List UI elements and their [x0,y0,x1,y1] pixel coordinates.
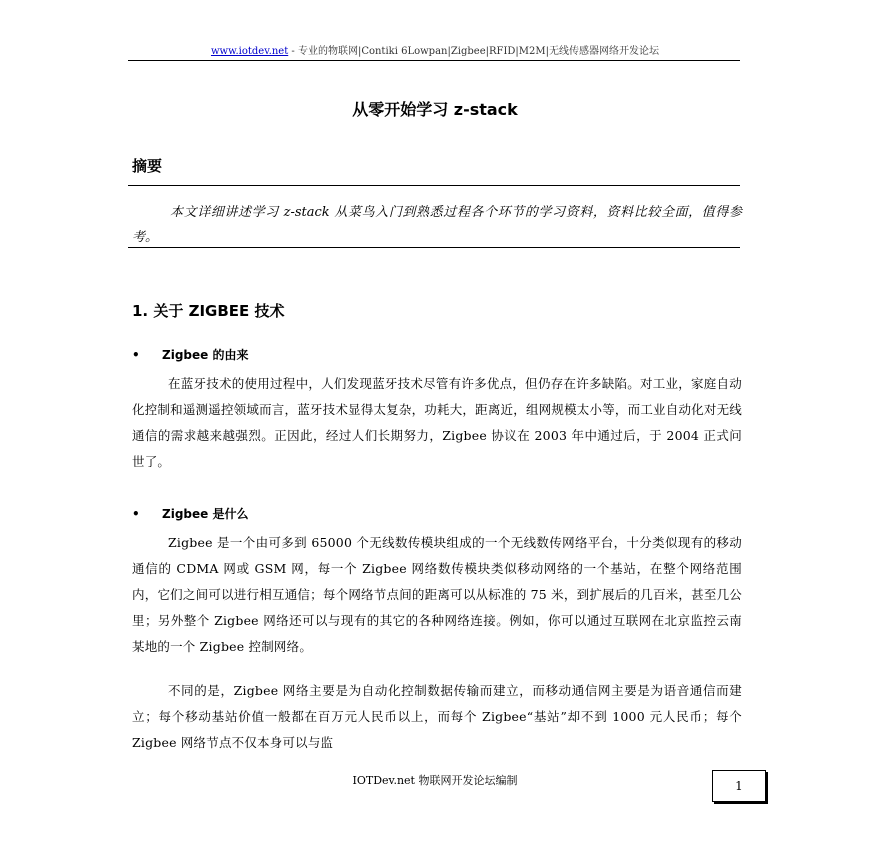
bullet-marker: • [132,507,140,521]
document-title: 从零开始学习 z-stack [352,100,518,119]
bullet-label: Zigbee 的由来 [162,348,249,362]
page-header [0,42,870,57]
abstract-body: 本文详细讲述学习 z-stack 从菜鸟入门到熟悉过程各个环节的学习资料，资料比较全面，值得参考。 [132,205,742,245]
paragraph: 不同的是，Zigbee 网络主要是为自动化控制数据传输而建立，而移动通信网主要是为语音通信而建立；每个移动基站价值一般都在百万元人民币以上，而每个 Zigbee“基站”却不到 1000 元人民币；每个 Zigbee 网络节点不仅本身可以与监 [132,683,742,750]
bullet-item [132,505,248,522]
header-description: - 专业的物联网|Contiki 6Lowpan|Zigbee|RFID|M2M|无线传感器网络开发论坛 [288,46,660,57]
page-footer: IOTDev.net 物联网开发论坛编制 [352,774,518,787]
abstract-top-divider [128,185,740,186]
header-divider [128,60,740,61]
bullet-marker: • [132,348,140,362]
bullet-label: Zigbee 是什么 [162,507,249,521]
section-heading: 1. 关于 ZIGBEE 技术 [132,302,285,320]
paragraph: 在蓝牙技术的使用过程中，人们发现蓝牙技术尽管有许多优点，但仍存在许多缺陷。对工业，家庭自动化控制和遥测遥控领域而言，蓝牙技术显得太复杂，功耗大，距离近，组网规模太小等，而工业自动化对无线通信的需求越来越强烈。正因此，经过人们长期努力，Zigbee 协议在 2003 年中通过后，于 2004 正式问世了。 [132,376,742,469]
page-number: 1 [712,770,766,802]
site-link[interactable]: www.iotdev.net [210,46,289,57]
paragraph: Zigbee 是一个由可多到 65000 个无线数传模块组成的一个无线数传网络平台，十分类似现有的移动通信的 CDMA 网或 GSM 网，每一个 Zigbee 网络数传模块类似移动网络的一个基站，在整个网络范围内，它们之间可以进行相互通信；每个网络节点间的距离可以从标准的 75 米，到扩展后的几百米，甚至几公里；另外整个 Zigbee 网络还可以与现有的其它的各种网络连接。例如，你可以通过互联网在北京监控云南某地的一个 Zigbee 控制网络。 [132,535,742,654]
bullet-item [132,346,248,363]
abstract-heading: 摘要 [132,157,163,175]
abstract-bottom-divider [128,247,740,248]
